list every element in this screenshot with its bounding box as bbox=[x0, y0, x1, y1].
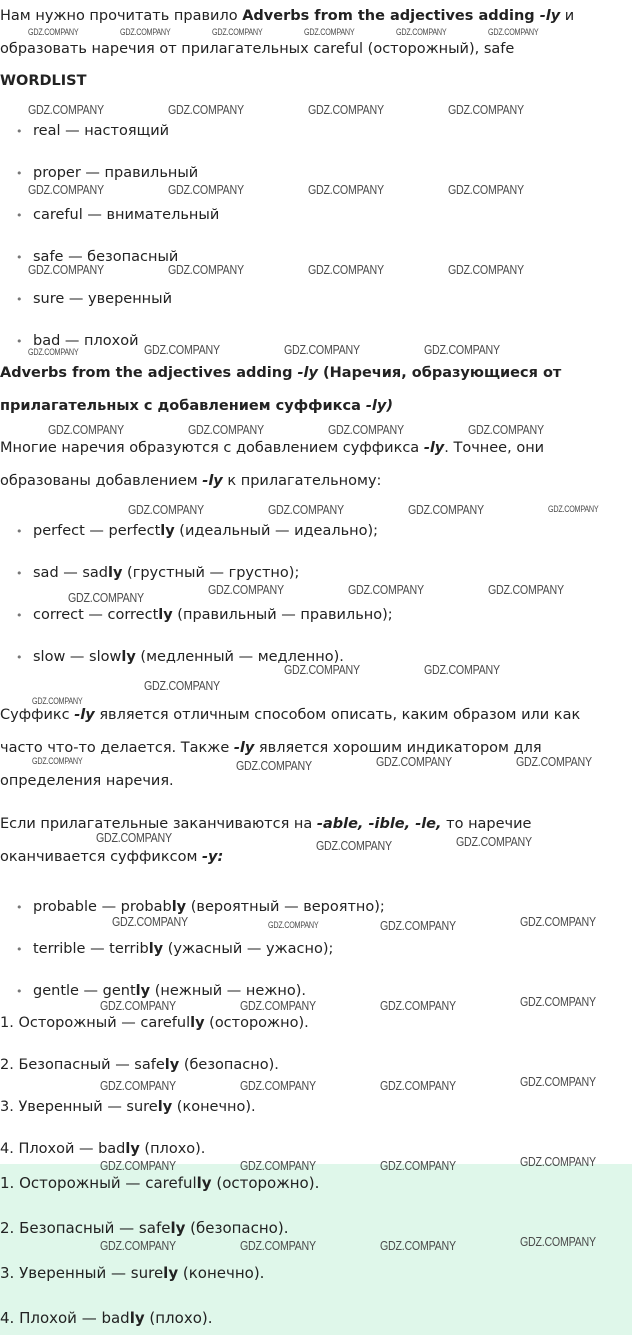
wordlist-item: • careful — внимательный bbox=[33, 207, 219, 223]
watermark: GDZ.COMPANY bbox=[268, 920, 319, 930]
watermark: GDZ.COMPANY bbox=[188, 422, 264, 437]
answer-line: 1. Осторожный — carefully (осторожно). bbox=[0, 1015, 309, 1031]
watermark: GDZ.COMPANY bbox=[28, 347, 79, 357]
watermark: GDZ.COMPANY bbox=[448, 182, 524, 197]
watermark: GDZ.COMPANY bbox=[408, 502, 484, 517]
rule-heading-line-1: Adverbs from the adjectives adding -ly (Наречия, образующиеся от bbox=[0, 365, 562, 381]
watermark: GDZ.COMPANY bbox=[28, 102, 104, 117]
watermark: GDZ.COMPANY bbox=[32, 756, 83, 766]
watermark: GDZ.COMPANY bbox=[28, 182, 104, 197]
example-item: • slow — slowly (медленный — медленно). bbox=[33, 649, 344, 665]
watermark: GDZ.COMPANY bbox=[516, 754, 592, 769]
watermark: GDZ.COMPANY bbox=[448, 102, 524, 117]
watermark: GDZ.COMPANY bbox=[316, 838, 392, 853]
watermark: GDZ.COMPANY bbox=[68, 590, 144, 605]
watermark: GDZ.COMPANY bbox=[396, 27, 447, 37]
watermark: GDZ.COMPANY bbox=[28, 262, 104, 277]
answer-box-line: 1. Осторожный — carefully (осторожно). bbox=[0, 1174, 320, 1192]
watermark: GDZ.COMPANY bbox=[488, 582, 564, 597]
watermark: GDZ.COMPANY bbox=[456, 834, 532, 849]
watermark: GDZ.COMPANY bbox=[236, 758, 312, 773]
watermark: GDZ.COMPANY bbox=[28, 27, 79, 37]
rule-paragraph-1-line-2: образованы добавлением -ly к прилагательному: bbox=[0, 473, 382, 489]
wordlist-item: • bad — плохой bbox=[33, 333, 139, 349]
watermark: GDZ.COMPANY bbox=[240, 1158, 316, 1173]
watermark: GDZ.COMPANY bbox=[128, 502, 204, 517]
watermark: GDZ.COMPANY bbox=[380, 1158, 456, 1173]
watermark: GDZ.COMPANY bbox=[32, 696, 83, 706]
watermark: GDZ.COMPANY bbox=[304, 27, 355, 37]
watermark: GDZ.COMPANY bbox=[144, 342, 220, 357]
example-item: • perfect — perfectly (идеальный — идеально); bbox=[33, 523, 378, 539]
watermark: GDZ.COMPANY bbox=[208, 582, 284, 597]
answer-box-line: 4. Плохой — badly (плохо). bbox=[0, 1309, 213, 1327]
watermark: GDZ.COMPANY bbox=[468, 422, 544, 437]
watermark: GDZ.COMPANY bbox=[144, 678, 220, 693]
answer-box-line: 2. Безопасный — safely (безопасно). bbox=[0, 1219, 289, 1237]
watermark: GDZ.COMPANY bbox=[308, 102, 384, 117]
wordlist-heading: WORDLIST bbox=[0, 73, 87, 89]
watermark: GDZ.COMPANY bbox=[448, 262, 524, 277]
watermark: GDZ.COMPANY bbox=[96, 830, 172, 845]
watermark: GDZ.COMPANY bbox=[488, 27, 539, 37]
rule-heading-line-2: прилагательных с добавлением суффикса -ly) bbox=[0, 398, 393, 414]
rule-paragraph-1-line-1: Многие наречия образуются с добавлением суффикса -ly. Точнее, они bbox=[0, 440, 545, 456]
watermark: GDZ.COMPANY bbox=[424, 662, 500, 677]
answer-line: 3. Уверенный — surely (конечно). bbox=[0, 1099, 256, 1115]
watermark: GDZ.COMPANY bbox=[120, 27, 171, 37]
wordlist-item: • sure — уверенный bbox=[33, 291, 172, 307]
watermark: GDZ.COMPANY bbox=[212, 27, 263, 37]
watermark: GDZ.COMPANY bbox=[240, 1078, 316, 1093]
watermark: GDZ.COMPANY bbox=[100, 1158, 176, 1173]
watermark: GDZ.COMPANY bbox=[380, 1078, 456, 1093]
watermark: GDZ.COMPANY bbox=[168, 182, 244, 197]
watermark: GDZ.COMPANY bbox=[520, 994, 596, 1009]
watermark: GDZ.COMPANY bbox=[520, 914, 596, 929]
watermark: GDZ.COMPANY bbox=[548, 504, 599, 514]
rule-paragraph-2-line-3: определения наречия. bbox=[0, 773, 174, 789]
answer-box-line: 3. Уверенный — surely (конечно). bbox=[0, 1264, 265, 1282]
watermark: GDZ.COMPANY bbox=[240, 1238, 316, 1253]
watermark: GDZ.COMPANY bbox=[100, 998, 176, 1013]
watermark: GDZ.COMPANY bbox=[308, 262, 384, 277]
rule-paragraph-2-line-1: Суффикс -ly является отличным способом описать, каким образом или как bbox=[0, 707, 581, 723]
answer-line: 4. Плохой — badly (плохо). bbox=[0, 1141, 206, 1157]
watermark: GDZ.COMPANY bbox=[284, 662, 360, 677]
watermark: GDZ.COMPANY bbox=[168, 262, 244, 277]
watermark: GDZ.COMPANY bbox=[168, 102, 244, 117]
watermark: GDZ.COMPANY bbox=[268, 502, 344, 517]
wordlist-item: • real — настоящий bbox=[33, 123, 169, 139]
watermark: GDZ.COMPANY bbox=[376, 754, 452, 769]
wordlist-item: • proper — правильный bbox=[33, 165, 198, 181]
rule-paragraph-2-line-2: часто что-то делается. Также -ly является хорошим индикатором для bbox=[0, 740, 542, 756]
watermark: GDZ.COMPANY bbox=[100, 1078, 176, 1093]
example2-item: • terrible — terribly (ужасный — ужасно); bbox=[33, 941, 333, 957]
watermark: GDZ.COMPANY bbox=[328, 422, 404, 437]
watermark: GDZ.COMPANY bbox=[112, 914, 188, 929]
rule-paragraph-3-line-1: Если прилагательные заканчиваются на -able, -ible, -le, то наречие bbox=[0, 816, 532, 832]
rule-paragraph-3-line-2: оканчивается суффиксом -y: bbox=[0, 849, 224, 865]
watermark: GDZ.COMPANY bbox=[308, 182, 384, 197]
watermark: GDZ.COMPANY bbox=[348, 582, 424, 597]
watermark: GDZ.COMPANY bbox=[520, 1234, 596, 1249]
watermark: GDZ.COMPANY bbox=[284, 342, 360, 357]
watermark: GDZ.COMPANY bbox=[48, 422, 124, 437]
watermark: GDZ.COMPANY bbox=[520, 1074, 596, 1089]
example2-item: • gentle — gently (нежный — нежно). bbox=[33, 983, 306, 999]
watermark: GDZ.COMPANY bbox=[380, 998, 456, 1013]
watermark: GDZ.COMPANY bbox=[380, 1238, 456, 1253]
wordlist-item: • safe — безопасный bbox=[33, 249, 178, 265]
watermark: GDZ.COMPANY bbox=[424, 342, 500, 357]
example2-item: • probable — probably (вероятный — вероятно); bbox=[33, 899, 385, 915]
watermark: GDZ.COMPANY bbox=[240, 998, 316, 1013]
answer-line: 2. Безопасный — safely (безопасно). bbox=[0, 1057, 279, 1073]
example-item: • correct — correctly (правильный — правильно); bbox=[33, 607, 393, 623]
intro-line-1: Нам нужно прочитать правило Adverbs from the adjectives adding -ly и bbox=[0, 8, 575, 24]
watermark: GDZ.COMPANY bbox=[100, 1238, 176, 1253]
watermark: GDZ.COMPANY bbox=[380, 918, 456, 933]
intro-line-2: образовать наречия от прилагательных careful (осторожный), safe bbox=[0, 41, 515, 57]
example-item: • sad — sadly (грустный — грустно); bbox=[33, 565, 299, 581]
watermark: GDZ.COMPANY bbox=[520, 1154, 596, 1169]
